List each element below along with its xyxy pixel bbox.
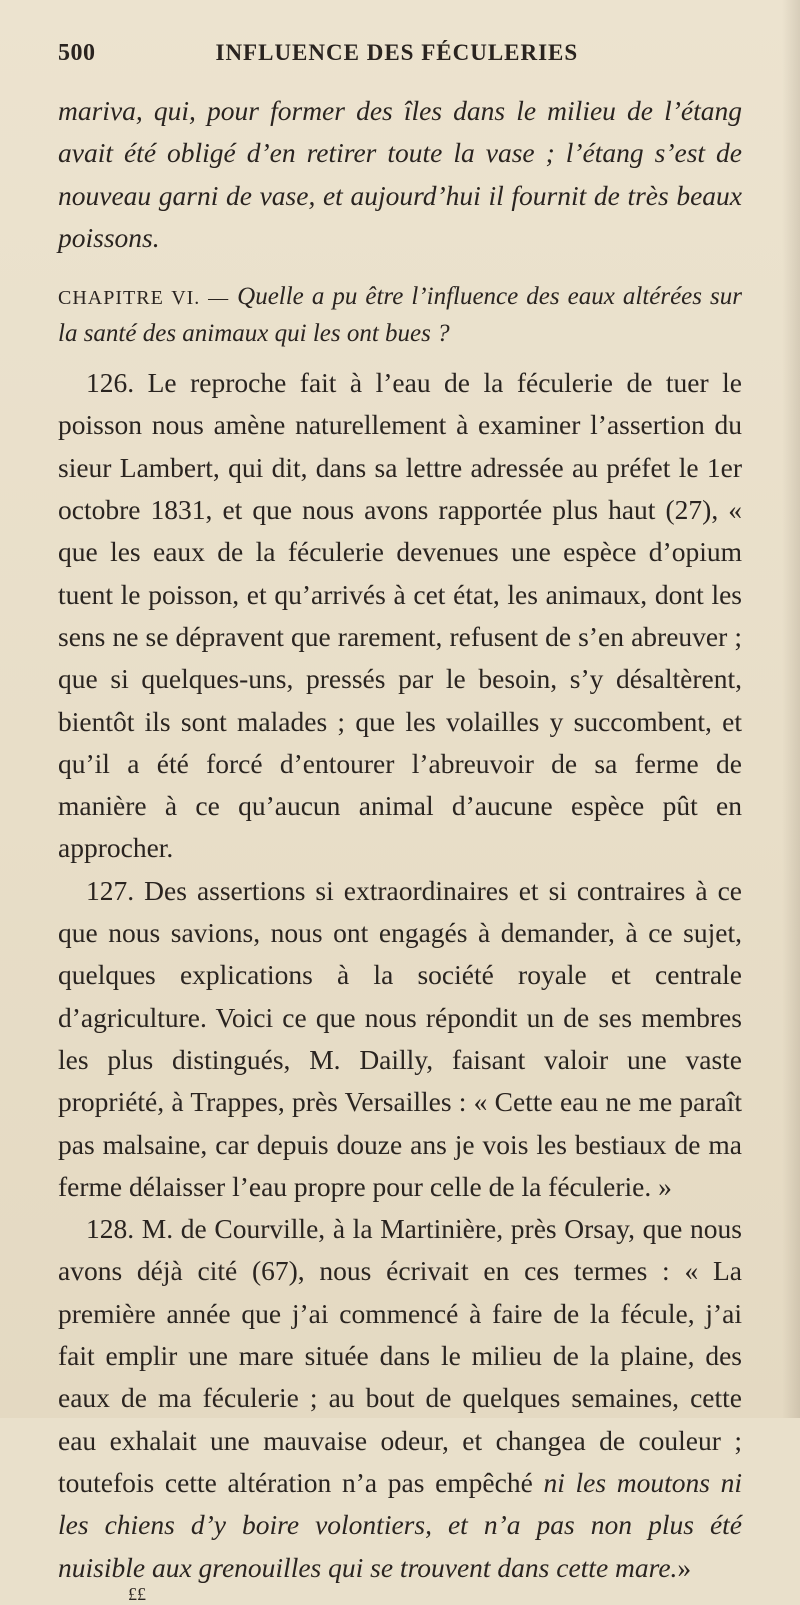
paragraph-text: Le reproche fait à l’eau de la féculerie de tuer le poisson nous amène naturellement à examiner l’assertion du sieur Lambert, qui dit, dans sa lettre adressée au préfet le 1er octobre 1831, et que nous avons rapportée plus haut (27), « que les eaux de la féculerie devenues une espèce d’opium tuent le poisson, et qu’arrivés à cet état, les animaux, dont les sens ne se dépravent que rarement, refusent de s’en abreuver ; que si quelques-uns, pressés par le besoin, s’y désaltèrent, bientôt ils sont malades ; que les volailles y succombent, et qu’il a été forcé d’entourer l’abreuvoir de sa ferme de manière à ce qu’aucun animal d’aucune espèce pût en approcher.: [58, 367, 743, 864]
paragraph-italic-quote: ni les moutons ni les chiens d’y boire volontiers, et n’a pas non plus été nuisible aux grenouilles qui se trouvent dans cette mare.: [58, 1466, 742, 1583]
paragraph-number: 126.: [86, 367, 135, 399]
paragraph-128: [58, 1208, 742, 1589]
paragraph-127: [58, 870, 742, 1208]
chapter-title: Quelle a pu être l’influence des eaux altérées sur la santé des animaux qui les ont bues ?: [58, 283, 743, 348]
paragraph-text: Des assertions si extraordinaires et si contraires à ce que nous savions, nous ont engagés à demander, à ce sujet, quelques explications à la société royale et centrale d’agriculture. Voici ce que nous répondit un de ses membres les plus distingués, M. Dailly, faisant valoir une vaste propriété, à Trappes, près Versailles : « Cette eau ne me paraît pas malsaine, car depuis douze ans je vois les bestiaux de ma ferme délaisser l’eau propre pour celle de la féculerie. »: [58, 874, 743, 1202]
closing-quote: »: [677, 1551, 692, 1583]
text-block: [58, 90, 742, 1605]
page-number: 500: [58, 40, 96, 66]
running-head: [58, 40, 742, 80]
intro-paragraph: mariva, qui, pour former des îles dans le milieu de l’étang avait été obligé d’en retirer toute la vase ; l’étang s’est de nouveau garni de vase, et aujourd’hui il fournit de très beaux poissons.: [58, 95, 742, 253]
paragraph-text: M. de Courville, à la Martinière, près Orsay, que nous avons déjà cité (67), nous écrivait en ces termes : « La première année que j’ai commencé à faire de la fécule, j’ai fait emplir une mare située dans le milieu de la plaine, des eaux de ma féculerie ; au bout de quelques semaines, cette eau exhalait une mauvaise odeur, et changea de couleur ; toutefois cette altération n’a pas empêché: [58, 1213, 743, 1498]
chapter-heading: [58, 279, 742, 352]
paragraph-126: [58, 362, 742, 870]
chapter-label: CHAPITRE VI. —: [58, 287, 230, 310]
paragraph-number: 128.: [86, 1213, 135, 1245]
signature-mark: ££: [128, 1583, 146, 1604]
paragraph-number: 127.: [86, 874, 135, 906]
running-title: INFLUENCE DES FÉCULERIES: [215, 40, 579, 65]
